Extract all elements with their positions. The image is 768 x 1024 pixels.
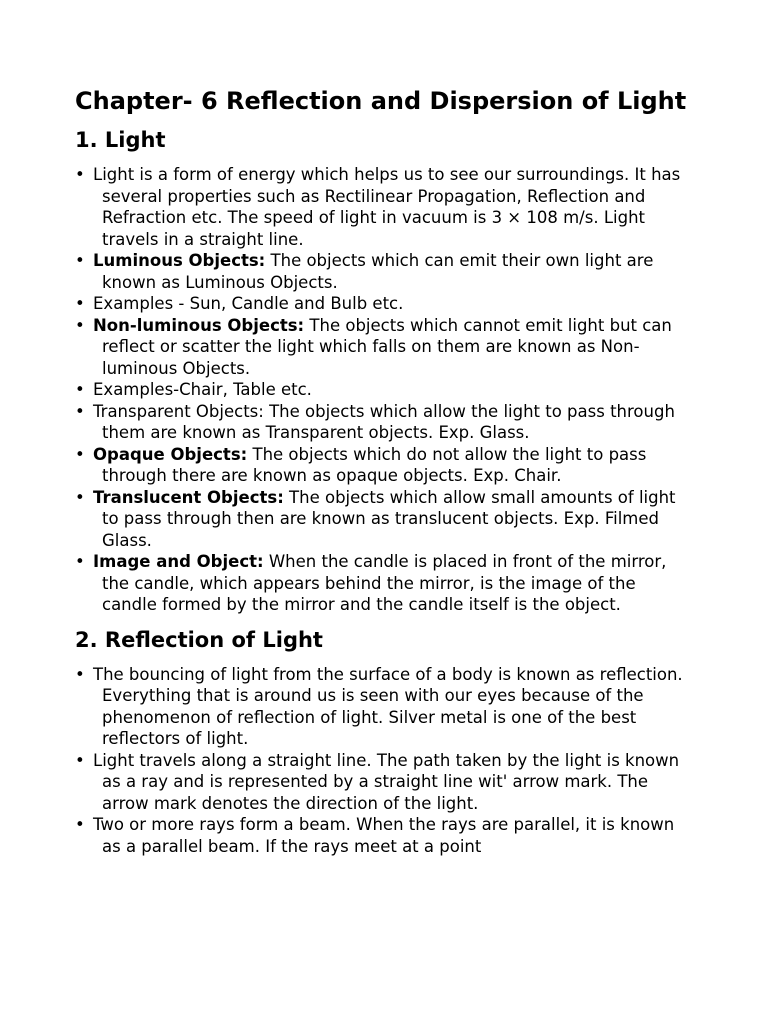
list-item [75, 293, 695, 315]
bullet-icon: • [75, 165, 85, 184]
item-text: Light travels along a straight line. The path taken by the light is known as a ray and is represented by a straight line wit' arrow mark. The arrow mark denotes the direction of the light. [93, 750, 680, 813]
item-text: The objects which cannot emit light but can reflect or scatter the light which falls on them are known as Non-luminous Objects. [102, 315, 672, 378]
list-item [75, 814, 695, 857]
bullet-icon: • [75, 815, 85, 834]
section-heading-reflection: 2. Reflection of Light [75, 627, 323, 652]
list-item [75, 750, 695, 815]
bullet-icon: • [75, 315, 85, 335]
list-item [75, 164, 695, 250]
item-term: Non-luminous Objects: [93, 315, 305, 335]
item-term: Image and Object: [93, 552, 264, 571]
document-page [75, 86, 695, 857]
chapter-title: Chapter- 6 Reflection and Dispersion of Light [75, 87, 687, 115]
bullet-icon: • [75, 401, 85, 421]
item-text: The objects which allow small amounts of light to pass through then are known as translucent objects. Exp. Filmed Glass. [102, 487, 676, 550]
item-text: Two or more rays form a beam. When the rays are parallel, it is known as a parallel beam. If the rays meet at a point [93, 815, 675, 856]
section-heading-light: 1. Light [75, 128, 166, 152]
list-item [75, 487, 695, 552]
bullet-icon: • [75, 487, 85, 507]
bullet-icon: • [75, 380, 85, 399]
bullet-icon: • [75, 664, 85, 684]
bullet-icon: • [75, 552, 85, 571]
item-text: Examples-Chair, Table etc. [93, 380, 312, 399]
item-text: When the candle is placed in front of the mirror, the candle, which appears behind the mirror, is the image of the candle formed by the mirror and the candle itself is the object. [102, 552, 667, 614]
list-item [75, 444, 695, 487]
list-item [75, 250, 695, 293]
bullet-icon: • [75, 750, 85, 770]
item-text: The objects which do not allow the light to pass through there are known as opaque objects. Exp. Chair. [102, 444, 647, 485]
list-item [75, 379, 695, 401]
list-item [75, 551, 695, 616]
bullet-icon: • [75, 251, 85, 270]
item-text: Light is a form of energy which helps us to see our surroundings. It has several properties such as Rectilinear Propagation, Reflection and Refraction etc. The speed of light in vacuum is 3 × 108 m/s. Light travels in a straight line. [93, 165, 681, 249]
bullet-icon: • [75, 444, 85, 464]
item-text: Examples - Sun, Candle and Bulb etc. [93, 294, 404, 313]
item-term: Opaque Objects: [93, 444, 248, 464]
section-list-light [75, 164, 695, 616]
list-item [75, 664, 695, 750]
item-text: The bouncing of light from the surface of a body is known as reflection. Everything that is around us is seen with our eyes because of the phenomenon of reflection of light. Silver metal is one of the best reflectors of light. [93, 664, 683, 748]
item-text: The objects which can emit their own light are known as Luminous Objects. [102, 251, 654, 292]
item-text: Transparent Objects: The objects which allow the light to pass through them are known as Transparent objects. Exp. Glass. [93, 401, 675, 442]
list-item [75, 315, 695, 380]
section-list-reflection [75, 664, 695, 858]
list-item [75, 401, 695, 444]
bullet-icon: • [75, 294, 85, 313]
item-term: Luminous Objects: [93, 251, 266, 270]
item-term: Translucent Objects: [93, 487, 284, 507]
